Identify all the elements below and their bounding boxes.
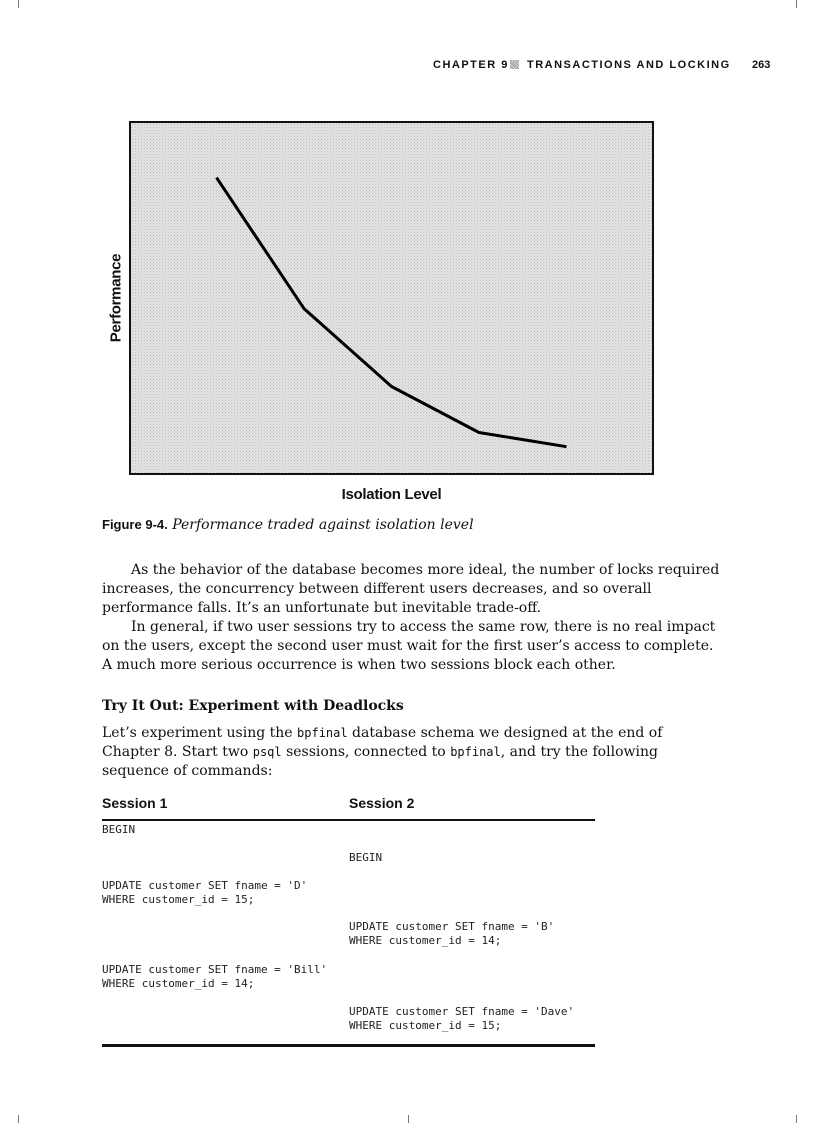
- page-number: 263: [752, 59, 771, 71]
- paragraph: [102, 561, 722, 618]
- paragraph-text: In general, if two user sessions try to access the same row, there is no real impact on the users, except the second user must wait for the first user’s access to complete. A much more serious occurrence is when two sessions block each other.: [102, 619, 716, 673]
- header-square-icon: [510, 60, 519, 69]
- table-header-session-1: Session 1: [102, 795, 168, 811]
- figure-caption: [102, 517, 474, 533]
- section-heading: Try It Out: Experiment with Deadlocks: [102, 698, 404, 714]
- crop-mark: [408, 1115, 409, 1123]
- inline-code: psql: [252, 745, 282, 759]
- chart-plot-area: [130, 122, 653, 474]
- paragraph-text: As the behavior of the database becomes more ideal, the number of locks required increases, the concurrency between different users decreases, and so overall performance falls. It’s an unfortunate but inevitable trade-off.: [102, 562, 720, 616]
- table-bottom-rule: [102, 1044, 595, 1047]
- paragraph: [102, 618, 722, 675]
- chart-y-axis-label: Performance: [107, 253, 125, 343]
- table-cell-session-2: UPDATE customer SET fname = 'Dave' WHERE customer_id = 15;: [349, 1005, 575, 1032]
- paragraph-text: [102, 724, 722, 781]
- crop-mark: [796, 1115, 797, 1123]
- figure-caption-text: Performance traded against isolation level: [172, 517, 474, 533]
- table-top-rule: [102, 819, 595, 821]
- text-run: sessions, connected to: [281, 744, 451, 760]
- performance-chart: [129, 121, 654, 475]
- text-run: database schema we designed at the end of Chapter 8. Start two: [102, 725, 663, 760]
- crop-mark: [18, 1115, 19, 1123]
- running-header: [0, 59, 816, 75]
- chart-x-axis-label: Isolation Level: [341, 486, 442, 503]
- text-run: , and try the following sequence of commands:: [102, 744, 658, 779]
- crop-mark: [18, 0, 19, 8]
- table-cell-session-2: UPDATE customer SET fname = 'B' WHERE customer_id = 14;: [349, 920, 555, 947]
- table-cell-session-1: UPDATE customer SET fname = 'Bill' WHERE customer_id = 14;: [102, 963, 328, 990]
- table-cell-session-2: BEGIN: [349, 851, 383, 864]
- table-cell-session-1: BEGIN: [102, 823, 136, 836]
- table-header-session-2: Session 2: [349, 795, 415, 811]
- paragraph: [102, 724, 722, 781]
- header-chapter: CHAPTER 9: [433, 59, 509, 71]
- text-run: Let’s experiment using the: [102, 725, 298, 741]
- figure-label: Figure 9-4.: [102, 517, 168, 532]
- table-cell-session-1: UPDATE customer SET fname = 'D' WHERE customer_id = 15;: [102, 879, 308, 906]
- inline-code: bpfinal: [297, 726, 348, 740]
- header-title: TRANSACTIONS AND LOCKING: [527, 59, 731, 71]
- inline-code: bpfinal: [450, 745, 501, 759]
- crop-mark: [796, 0, 797, 8]
